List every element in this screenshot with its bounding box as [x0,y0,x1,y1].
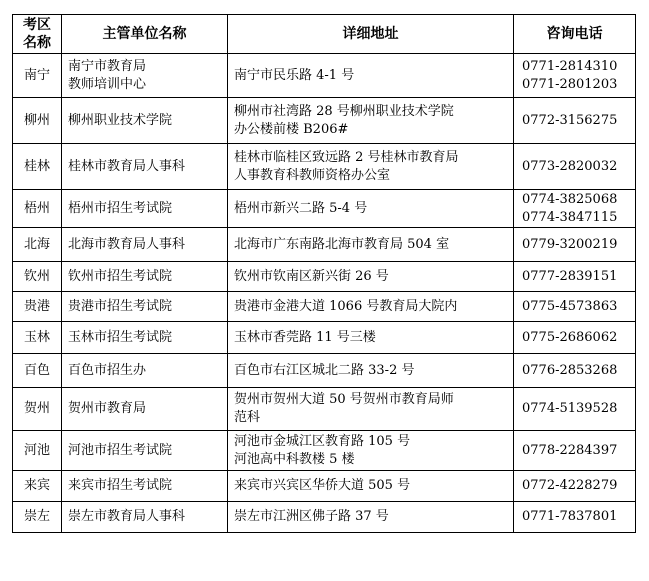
cell-unit-line: 南宁市教育局 [68,58,147,74]
table-row [13,354,636,388]
cell-phone [514,322,636,354]
cell-address-line: 河池高中科教楼 5 楼 [234,451,355,467]
cell-region: 北海 [13,228,62,262]
cell-unit [62,502,228,533]
cell-phone-line: 0771-2814310 [522,58,618,74]
cell-phone [514,292,636,322]
table-row [13,388,636,431]
cell-phone [514,431,636,471]
cell-address-line: 桂林市临桂区致远路 2 号桂林市教育局 [234,149,459,165]
cell-unit-line: 贺州市教育局 [68,401,147,416]
cell-address [228,190,514,228]
cell-address-line: 河池市金城江区教育路 105 号 [234,433,411,449]
header-row [13,15,636,54]
cell-unit [62,228,228,262]
cell-unit-line: 北海市教育局人事科 [68,236,186,252]
cell-unit-line: 崇左市教育局人事科 [68,509,186,524]
cell-region: 桂林 [13,144,62,190]
header-phone: 咨询电话 [514,15,636,54]
cell-phone [514,144,636,190]
table-row [13,502,636,533]
cell-phone-line: 0772-4228279 [522,478,618,493]
cell-unit [62,388,228,431]
cell-unit-line: 玉林市招生考试院 [68,329,173,345]
cell-unit [62,98,228,144]
cell-address-line: 玉林市香莞路 11 号三楼 [234,329,376,345]
cell-phone-line: 0771-2801203 [522,76,618,92]
table-row [13,322,636,354]
cell-unit [62,431,228,471]
cell-phone [514,54,636,98]
table-row [13,431,636,471]
cell-region: 钦州 [13,262,62,292]
cell-address-line: 人事教育科教师资格办公室 [234,167,391,183]
cell-address-line: 来宾市兴宾区华侨大道 505 号 [234,478,411,493]
header-region [13,15,62,54]
cell-address [228,292,514,322]
cell-address-line: 柳州市社湾路 28 号柳州职业技术学院 [234,103,454,119]
cell-address-line: 崇左市江洲区佛子路 37 号 [234,509,389,524]
cell-address [228,502,514,533]
cell-unit-line: 百色市招生办 [68,362,147,378]
cell-address [228,262,514,292]
cell-region: 玉林 [13,322,62,354]
cell-address-line: 北海市广东南路北海市教育局 504 室 [234,236,450,252]
cell-address-line: 贵港市金港大道 1066 号教育局大院内 [234,298,458,314]
cell-unit-line: 桂林市教育局人事科 [68,158,186,174]
cell-region: 贺州 [13,388,62,431]
cell-phone-line: 0776-2853268 [522,362,618,378]
cell-unit [62,354,228,388]
header-unit: 主管单位名称 [62,15,228,54]
cell-phone-line: 0775-2686062 [522,329,618,345]
table-row [13,54,636,98]
cell-unit [62,322,228,354]
cell-phone [514,354,636,388]
cell-region: 崇左 [13,502,62,533]
cell-address-line: 百色市右江区城北二路 33-2 号 [234,362,415,378]
cell-phone-line: 0778-2284397 [522,442,618,458]
cell-unit [62,54,228,98]
table-row [13,471,636,502]
cell-address-line: 贺州市贺州大道 50 号贺州市教育局师 [234,392,454,407]
cell-address [228,144,514,190]
header-region-line-2: 名称 [23,35,51,51]
cell-region: 来宾 [13,471,62,502]
cell-address [228,471,514,502]
table-row [13,262,636,292]
cell-phone-line: 0774-3825068 [522,191,618,207]
cell-phone-line: 0774-3847115 [522,209,618,225]
table-row [13,190,636,228]
cell-address [228,54,514,98]
cell-unit [62,471,228,502]
table-row [13,98,636,144]
cell-address [228,98,514,144]
table-row [13,144,636,190]
cell-address-line: 范科 [234,410,261,425]
cell-phone [514,262,636,292]
cell-phone [514,228,636,262]
cell-phone-line: 0775-4573863 [522,298,618,314]
cell-phone [514,190,636,228]
cell-address-line: 钦州市钦南区新兴街 26 号 [234,268,389,284]
cell-unit-line: 河池市招生考试院 [68,442,173,458]
cell-unit-line: 来宾市招生考试院 [68,478,173,493]
cell-phone-line: 0777-2839151 [522,268,618,284]
cell-unit-line: 梧州市招生考试院 [68,200,173,216]
cell-phone [514,502,636,533]
cell-unit-line: 贵港市招生考试院 [68,298,173,314]
cell-region: 柳州 [13,98,62,144]
cell-region: 南宁 [13,54,62,98]
cell-phone [514,388,636,431]
cell-region: 百色 [13,354,62,388]
cell-address [228,228,514,262]
cell-phone-line: 0773-2820032 [522,158,618,174]
table-row [13,292,636,322]
cell-address [228,354,514,388]
cell-region: 梧州 [13,190,62,228]
cell-unit [62,262,228,292]
cell-phone-line: 0771-7837801 [522,509,618,524]
cell-unit-line: 柳州职业技术学院 [68,112,173,128]
cell-address [228,322,514,354]
header-region-line-1: 考区 [23,17,51,33]
cell-phone-line: 0772-3156275 [522,112,618,128]
cell-phone [514,98,636,144]
cell-region: 河池 [13,431,62,471]
cell-address [228,388,514,431]
cell-phone [514,471,636,502]
cell-region: 贵港 [13,292,62,322]
cell-phone-line: 0774-5139528 [522,401,618,416]
cell-address [228,431,514,471]
cell-address-line: 办公楼前楼 B206# [234,121,349,137]
cell-address-line: 南宁市民乐路 4-1 号 [234,67,355,83]
table-row [13,228,636,262]
cell-unit-line: 教师培训中心 [68,76,147,92]
cell-unit-line: 钦州市招生考试院 [68,268,173,284]
cell-address-line: 梧州市新兴二路 5-4 号 [234,200,368,216]
table-body [13,54,636,533]
cell-phone-line: 0779-3200219 [522,236,618,252]
cell-unit [62,292,228,322]
exam-contact-table [12,14,636,533]
cell-unit [62,190,228,228]
cell-unit [62,144,228,190]
header-address: 详细地址 [228,15,514,54]
